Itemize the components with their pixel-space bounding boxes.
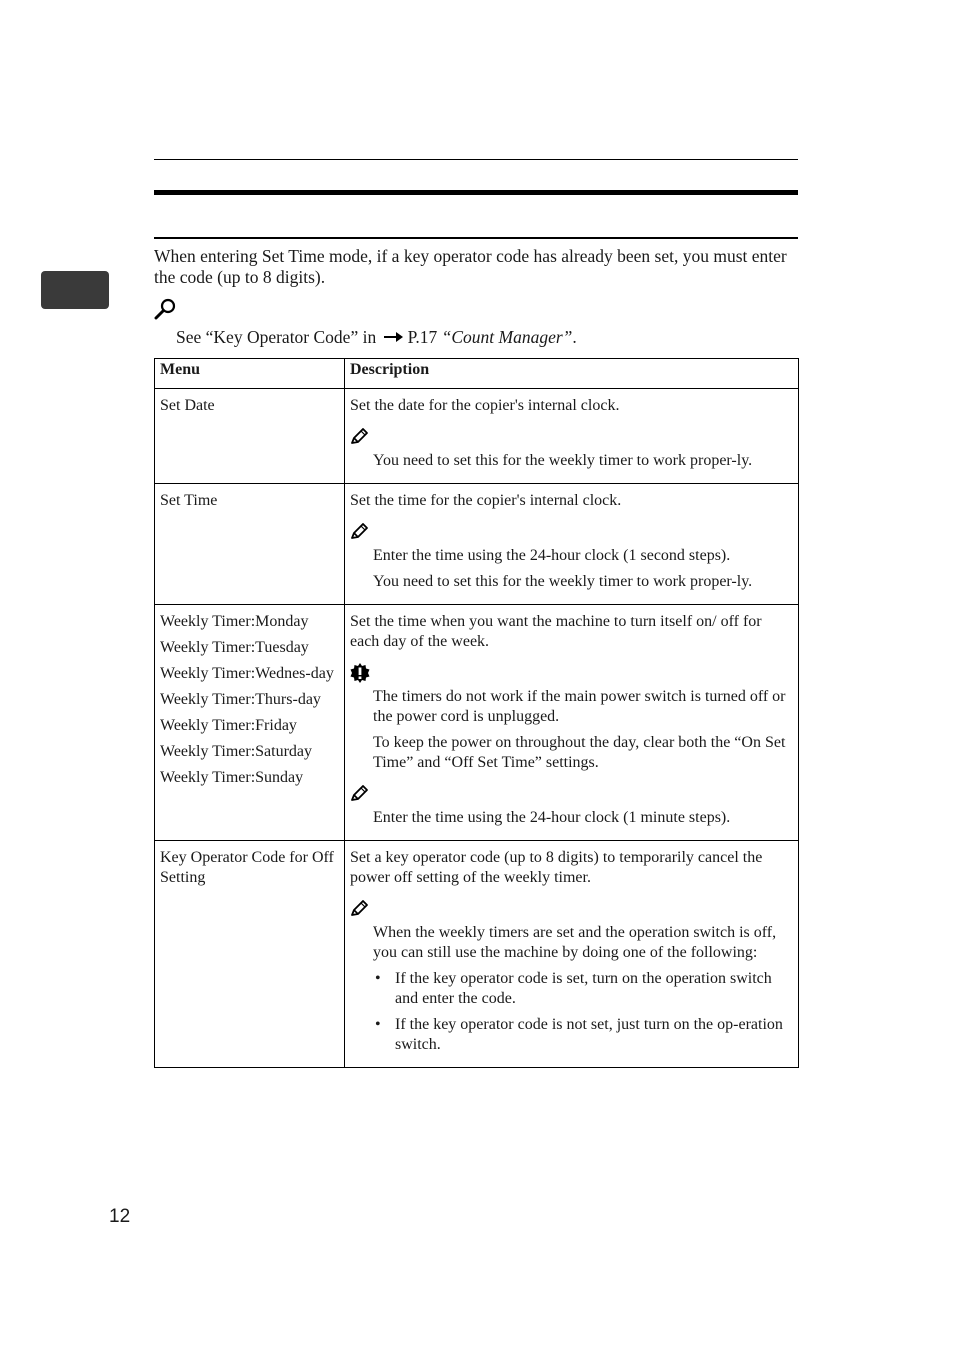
top-thin-rule <box>154 159 798 160</box>
note-text: When the weekly timers are set and the operation switch is off, you can still use the machine by doing one of the following: <box>373 924 777 961</box>
pencil-note-icon <box>350 427 370 445</box>
menu-cell <box>155 484 345 605</box>
table-row <box>155 389 799 484</box>
page-number: 12 <box>109 1206 131 1227</box>
menu-item: Set Date <box>160 397 215 414</box>
menu-item: Weekly Timer:Sunday <box>160 769 304 786</box>
bullet-list <box>373 969 793 1055</box>
description-cell <box>345 605 799 841</box>
table-row <box>155 484 799 605</box>
menu-item: Weekly Timer:Monday <box>160 613 309 630</box>
table-row <box>155 605 799 841</box>
description-column-header: Description <box>345 359 799 389</box>
pencil-note-icon <box>350 784 370 802</box>
menu-cell <box>155 605 345 841</box>
description-cell <box>345 484 799 605</box>
note-text: You need to set this for the weekly timer to work proper-ly. <box>373 452 753 469</box>
intro-paragraph: When entering Set Time mode, if a key operator code has already been set, you must enter the code (up to 8 digits). <box>154 246 787 287</box>
important-text: To keep the power on throughout the day, clear both the “On Set Time” and “Off Set Time” settings. <box>373 734 786 771</box>
magnifier-reference-icon <box>154 298 178 320</box>
menu-column-header: Menu <box>155 359 345 389</box>
reference-title[interactable]: “Count Manager” <box>441 327 573 347</box>
description-text: Set a key operator code (up to 8 digits) to temporarily cancel the power off setting of the weekly timer. <box>350 849 763 886</box>
page-arrow-icon <box>381 327 408 348</box>
set-time-menu-table <box>154 358 799 1068</box>
reference-prefix: See “Key Operator Code” in <box>176 327 377 347</box>
pencil-note-icon <box>350 899 370 917</box>
description-cell <box>345 841 799 1068</box>
description-text: Set the time for the copier's internal clock. <box>350 492 622 509</box>
menu-cell <box>155 841 345 1068</box>
menu-cell <box>155 389 345 484</box>
table-header-row <box>155 359 799 389</box>
table-body <box>155 389 799 1068</box>
important-icon <box>350 663 370 681</box>
description-cell <box>345 389 799 484</box>
important-text: The timers do not work if the main power switch is turned off or the power cord is unplugged. <box>373 688 786 725</box>
menu-item: Key Operator Code for Off Setting <box>160 849 334 886</box>
pencil-note-icon <box>350 522 370 540</box>
bullet-item: • If the key operator code is set, turn on the operation switch and enter the code. <box>373 969 793 1009</box>
table-row <box>155 841 799 1068</box>
description-text: Set the date for the copier's internal clock. <box>350 397 620 414</box>
menu-item: Set Time <box>160 492 218 509</box>
reference-line <box>176 327 577 348</box>
menu-item: Weekly Timer:Tuesday <box>160 639 309 656</box>
section-rule <box>154 237 798 239</box>
note-text: You need to set this for the weekly timer to work proper-ly. <box>373 573 753 590</box>
bullet-item: • If the key operator code is not set, just turn on the op-eration switch. <box>373 1015 793 1055</box>
description-text: Set the time when you want the machine to turn itself on/ off for each day of the week. <box>350 613 762 650</box>
note-text: Enter the time using the 24-hour clock (1 minute steps). <box>373 809 731 826</box>
menu-item: Weekly Timer:Thurs-day <box>160 691 321 708</box>
note-text: Enter the time using the 24-hour clock (1 second steps). <box>373 547 731 564</box>
menu-item: Weekly Timer:Wednes-day <box>160 665 334 682</box>
menu-item: Weekly Timer:Saturday <box>160 743 313 760</box>
chapter-tab <box>41 271 109 309</box>
heading-thick-rule <box>154 190 798 195</box>
menu-item: Weekly Timer:Friday <box>160 717 297 734</box>
reference-suffix: . <box>572 327 577 347</box>
reference-page[interactable]: P.17 <box>407 327 438 347</box>
